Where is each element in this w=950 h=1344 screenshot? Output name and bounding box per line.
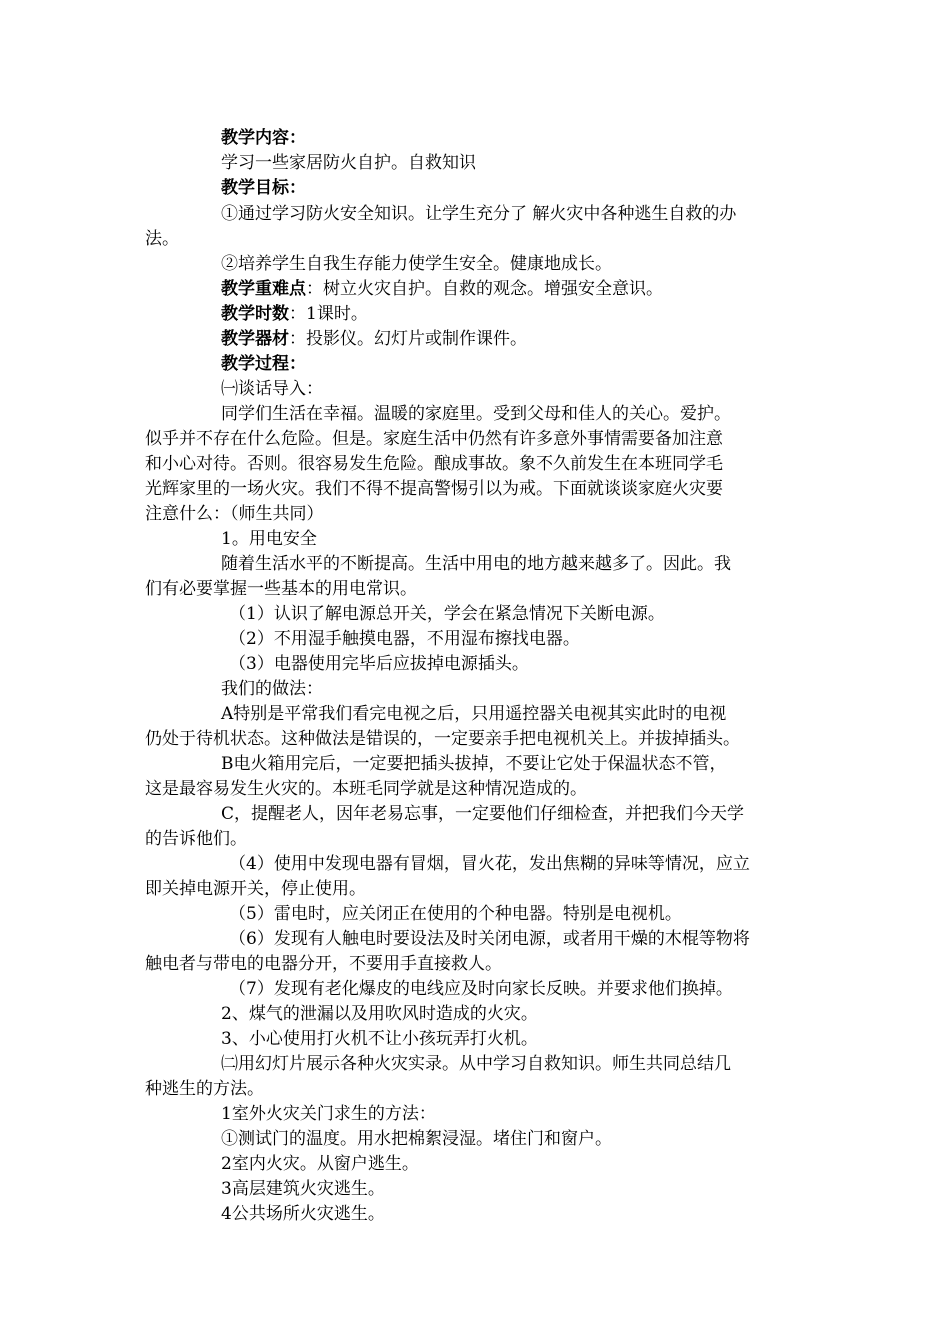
paragraph: A特别是平常我们看完电视之后，只用遥控器关电视其实此时的电视 <box>221 704 727 724</box>
paragraph: 我们的做法： <box>221 679 323 699</box>
heading-teaching-goals: 教学目标： <box>221 178 306 198</box>
class-hours-line <box>221 302 368 326</box>
list-item: 2室内火灾。从窗户逃生。 <box>221 1154 419 1174</box>
paragraph: 的告诉他们。 <box>145 829 247 849</box>
list-item: ①测试门的温度。用水把棉絮浸湿。堵住门和窗户。 <box>221 1129 612 1149</box>
equipment-line <box>221 327 527 351</box>
list-item: （1）认识了解电源总开关，学会在紧急情况下关断电源。 <box>229 604 665 624</box>
paragraph: 法。 <box>145 229 179 249</box>
list-item: （6）发现有人触电时要设法及时关闭电源，或者用干燥的木棍等物将 <box>229 929 750 949</box>
paragraph: C，提醒老人，因年老易忘事，一定要他们仔细检查，并把我们今天学 <box>221 804 745 824</box>
list-item: （3）电器使用完毕后应拔掉电源插头。 <box>229 654 529 674</box>
paragraph: 注意什么：（师生共同） <box>145 504 324 524</box>
heading-key-points: 教学重难点 <box>221 279 306 299</box>
heading-equipment: 教学器材 <box>221 329 289 349</box>
list-item: 触电者与带电的电器分开，不要用手直接救人。 <box>145 954 502 974</box>
list-item: （7）发现有老化爆皮的电线应及时向家长反映。并要求他们换掉。 <box>229 979 733 999</box>
paragraph: 学习一些家居防火自护。自救知识 <box>221 153 476 173</box>
equipment-text: ：投影仪。幻灯片或制作课件。 <box>289 329 527 349</box>
heading-class-hours: 教学时数 <box>221 304 289 324</box>
paragraph: 这是最容易发生火灾的。本班毛同学就是这种情况造成的。 <box>145 779 587 799</box>
section-title: 2、煤气的泄漏以及用吹风时造成的火灾。 <box>221 1004 538 1024</box>
paragraph: 和小心对待。否则。很容易发生危险。酿成事故。象不久前发生在本班同学毛 <box>145 454 723 474</box>
list-item: 即关掉电源开关，停止使用。 <box>145 879 366 899</box>
list-item: （2）不用湿手触摸电器，不用湿布擦找电器。 <box>229 629 580 649</box>
section-title: ㈠谈话导入： <box>221 379 323 399</box>
paragraph: 光辉家里的一场火灾。我们不得不提高警惕引以为戒。下面就谈谈家庭火灾要 <box>145 479 723 499</box>
paragraph: 仍处于待机状态。这种做法是错误的，一定要亲手把电视机关上。并拔掉插头。 <box>145 729 740 749</box>
section-title: 1。用电安全 <box>221 529 317 549</box>
list-item: （4）使用中发现电器有冒烟，冒火花，发出焦糊的异味等情况，应立 <box>229 854 750 874</box>
paragraph: ㈡用幻灯片展示各种火灾实录。从中学习自救知识。师生共同总结几 <box>221 1054 731 1074</box>
paragraph: B电火箱用完后，一定要把插头拔掉，不要让它处于保温状态不管， <box>221 754 727 774</box>
list-item: 4公共场所火灾逃生。 <box>221 1204 385 1224</box>
paragraph: 同学们生活在幸福。温暖的家庭里。受到父母和佳人的关心。爱护。 <box>221 404 731 424</box>
class-hours-text: ：1课时。 <box>289 304 368 324</box>
paragraph: 似乎并不存在什么危险。但是。家庭生活中仍然有许多意外事情需要备加注意 <box>145 429 723 449</box>
list-item: 1室外火灾关门求生的方法： <box>221 1104 436 1124</box>
heading-teaching-content: 教学内容： <box>221 128 306 148</box>
paragraph: ①通过学习防火安全知识。让学生充分了 解火灾中各种逃生自救的办 <box>221 204 737 224</box>
list-item: 3高层建筑火灾逃生。 <box>221 1179 385 1199</box>
paragraph: 们有必要掌握一些基本的用电常识。 <box>145 579 417 599</box>
heading-teaching-process: 教学过程： <box>221 354 306 374</box>
paragraph: 随着生活水平的不断提高。生活中用电的地方越来越多了。因此。我 <box>221 554 731 574</box>
paragraph: ②培养学生自我生存能力使学生安全。健康地成长。 <box>221 254 612 274</box>
section-title: 3、小心使用打火机不让小孩玩弄打火机。 <box>221 1029 538 1049</box>
list-item: （5）雷电时，应关闭正在使用的个种电器。特别是电视机。 <box>229 904 682 924</box>
key-points-text: ：树立火灾自护。自救的观念。增强安全意识。 <box>306 279 663 299</box>
paragraph: 种逃生的方法。 <box>145 1079 264 1099</box>
key-points-line <box>221 277 663 301</box>
